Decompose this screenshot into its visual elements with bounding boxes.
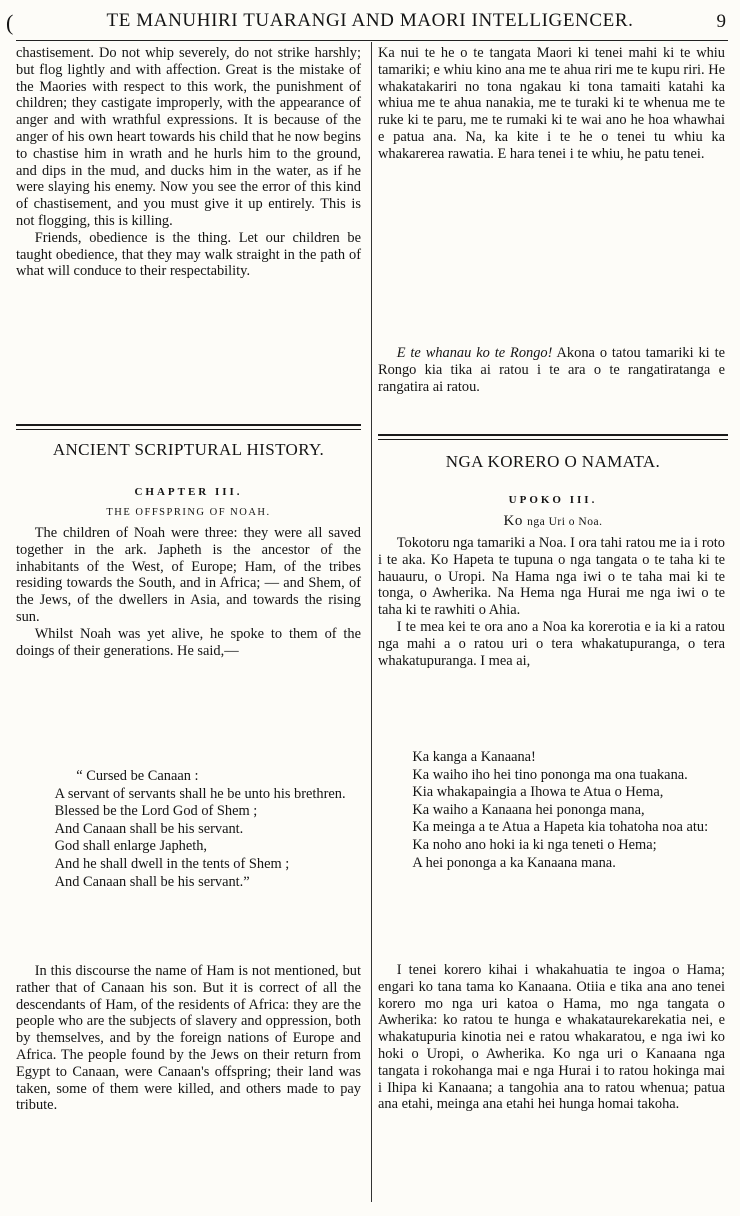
verse-line: And Canaan shall be his servant.” xyxy=(54,873,250,890)
english-top-paragraph-2: Friends, obedience is the thing. Let our children be taught obedience, that they may walk straight in the path of what will conduce to their respectability. xyxy=(16,229,361,280)
verse-line: Kia whakapaingia a Ihowa te Atua o Hema, xyxy=(412,784,664,801)
header-rule xyxy=(16,40,728,41)
verse-line: A hei pononga a ka Kanaana mana. xyxy=(412,854,616,871)
section-rule-left xyxy=(16,424,361,430)
maori-history-intro xyxy=(378,535,725,669)
verse-line: Ka waiho iho hei tino pononga ma ona tuakana. xyxy=(412,766,688,783)
maori-top-greeting: E te whanau ko te Rongo! xyxy=(396,345,553,361)
maori-curse-verse xyxy=(398,749,724,872)
verse-line: Ka noho ano hoki ia ki nga teneti o Hema; xyxy=(412,836,657,853)
verse-line: And Canaan shall be his servant. xyxy=(54,820,244,837)
page-number: 9 xyxy=(716,11,726,32)
maori-history-paragraph-2: I te mea kei te ora ano a Noa ka korerotia e ia ki a ratou nga mahi a o ratou uri o tera whakatupuranga, o tera whakatupuranga. I mea ai, xyxy=(378,618,725,669)
verse-line: “ Cursed be Canaan : xyxy=(76,768,199,784)
maori-top-paragraph-2 xyxy=(378,345,725,395)
column-divider xyxy=(371,42,372,1202)
english-section-title: ANCIENT SCRIPTURAL HISTORY. xyxy=(52,440,325,459)
verse-line: And he shall dwell in the tents of Shem ; xyxy=(54,855,290,872)
maori-top-paragraph: Ka nui te he o te tangata Maori ki tenei mahi ki te whiu tamariki; e whiu kino ana me te ahua riri me te kupu riri. He whakatakariri no tona ngakau ki tona tamaiti katahi ka whiua me te ahua nanakia, me te turaki ki te whenua me te ruke ki te paru, me te rumaki ki te wai ano he hoa whawhai e patua ana. Na, ka kite i te he o tenei tu whiu ka whakarerea rawatia. E hara tenei i te whiu, he patu tenei. xyxy=(378,45,725,162)
maori-history-paragraph-3: I tenei korero kihai i whakahuatia te ingoa o Hama; engari ko tana tama ko Kanaana. Otiia e tika ana ano tenei korero mo nga uri katoa o Hama, mo nga tangata o Awherika: ko ratou te hunga e whakataurekarekatia nei, e whakatupuria kinotia nei e ratou whakaratou, e nga iwi ko hoki o Uropi, o Awherika. Ko nga uri o Kanaana nga tangata i rokohanga mai e nga Hurai i to ratou hokinga mai i Ihipa ki Kanaana; a tangohia ana to ratou whenua; patua ana etahi, meinga ana etahi hei hunga homai takoha. xyxy=(378,962,725,1113)
maori-history-discussion xyxy=(378,962,725,1113)
english-top-paragraph: chastisement. Do not whip severely, do not strike harshly; but flog lightly and with affection. Great is the mistake of the Maories with respect to this work, the punishment of children; they castigate improperly, with the appearance of anger and with wrathful expressions. It is because of the anger of his own heart towards his child that he now begins to chastise him in wrath and he hurls him to the ground, and dips in the mud, and ducks him in the water, as if he were slaying his enemy. Now you see the error of this kind of chastisement, and you must give it up entirely. This is not flogging, this is killing. xyxy=(16,45,361,229)
english-top-article xyxy=(16,45,361,280)
maori-subtitle-rest: nga Uri o Noa. xyxy=(527,516,603,528)
maori-chapter-subtitle xyxy=(378,513,728,530)
verse-line: Ka kanga a Kanaana! xyxy=(412,749,536,765)
maori-top-article-2 xyxy=(378,345,725,395)
maori-subtitle-ko: Ko xyxy=(503,513,523,529)
section-rule-right xyxy=(378,434,728,440)
english-curse-verse xyxy=(46,768,358,891)
verse-line: Blessed be the Lord God of Shem ; xyxy=(54,803,258,820)
english-chapter-subtitle: THE OFFSPRING OF NOAH. xyxy=(106,507,271,518)
english-history-intro xyxy=(16,525,361,659)
maori-top-paragraph-2-text: Akona o tatou tamariki ki te Rongo kia tika ai ratou i te ara o te rangatiratanga e rangatira ai ratou. xyxy=(378,345,725,395)
verse-line: Ka meinga a te Atua a Hapeta kia tohatoha noa atu: xyxy=(412,819,709,836)
english-chapter-heading: CHAPTER III. xyxy=(134,486,243,498)
page-header xyxy=(0,0,740,40)
maori-chapter-heading: UPOKO III. xyxy=(508,494,598,506)
verse-line: A servant of servants shall he be unto his brethren. xyxy=(54,785,346,802)
english-history-discussion xyxy=(16,963,361,1114)
maori-section-title: NGA KORERO O NAMATA. xyxy=(445,452,661,471)
english-history-paragraph-2: Whilst Noah was yet alive, he spoke to them of the doings of their generations. He said,— xyxy=(16,625,361,659)
header-mark: ( xyxy=(6,10,14,35)
english-history-paragraph-1: The children of Noah were three: they were all saved together in the ark. Japheth is the ancestor of the inhabitants of the West, of Europe; Ham, of the tribes residing towards the South, and in Africa; — and Shem, of the Jews, of the dwellers in Asia, and towards the rising sun. xyxy=(16,525,361,625)
verse-line: Ka waiho a Kanaana hei pononga mana, xyxy=(412,801,645,818)
maori-history-paragraph-1: Tokotoru nga tamariki a Noa. I ora tahi ratou me ia i roto i te aka. Ko Hapeta te tupuna o nga tangata o te taha ki te hauauru, o Uropi. Na Hama nga iwi o te taha mai ki te tonga, o Awherika. Na Hema nga Hurai me nga iwi o te taha ki te rawhiti o Ahia. xyxy=(378,535,725,619)
newspaper-title: TE MANUHIRI TUARANGI AND MAORI INTELLIGENCER. xyxy=(106,10,634,31)
verse-line: God shall enlarge Japheth, xyxy=(54,838,208,855)
english-history-paragraph-3: In this discourse the name of Ham is not mentioned, but rather that of Canaan his son. But it is correct of all the descendants of Ham, of the residents of Africa: they are the people who are the subjects of slavery and oppression, both by themselves, and by the foreign nations of Europe and Africa. The people found by the Jews on their return from Egypt to Canaan, were Canaan's offspring; their land was taken, some of them were killed, and others made to pay tribute. xyxy=(16,963,361,1114)
maori-top-article xyxy=(378,45,725,163)
